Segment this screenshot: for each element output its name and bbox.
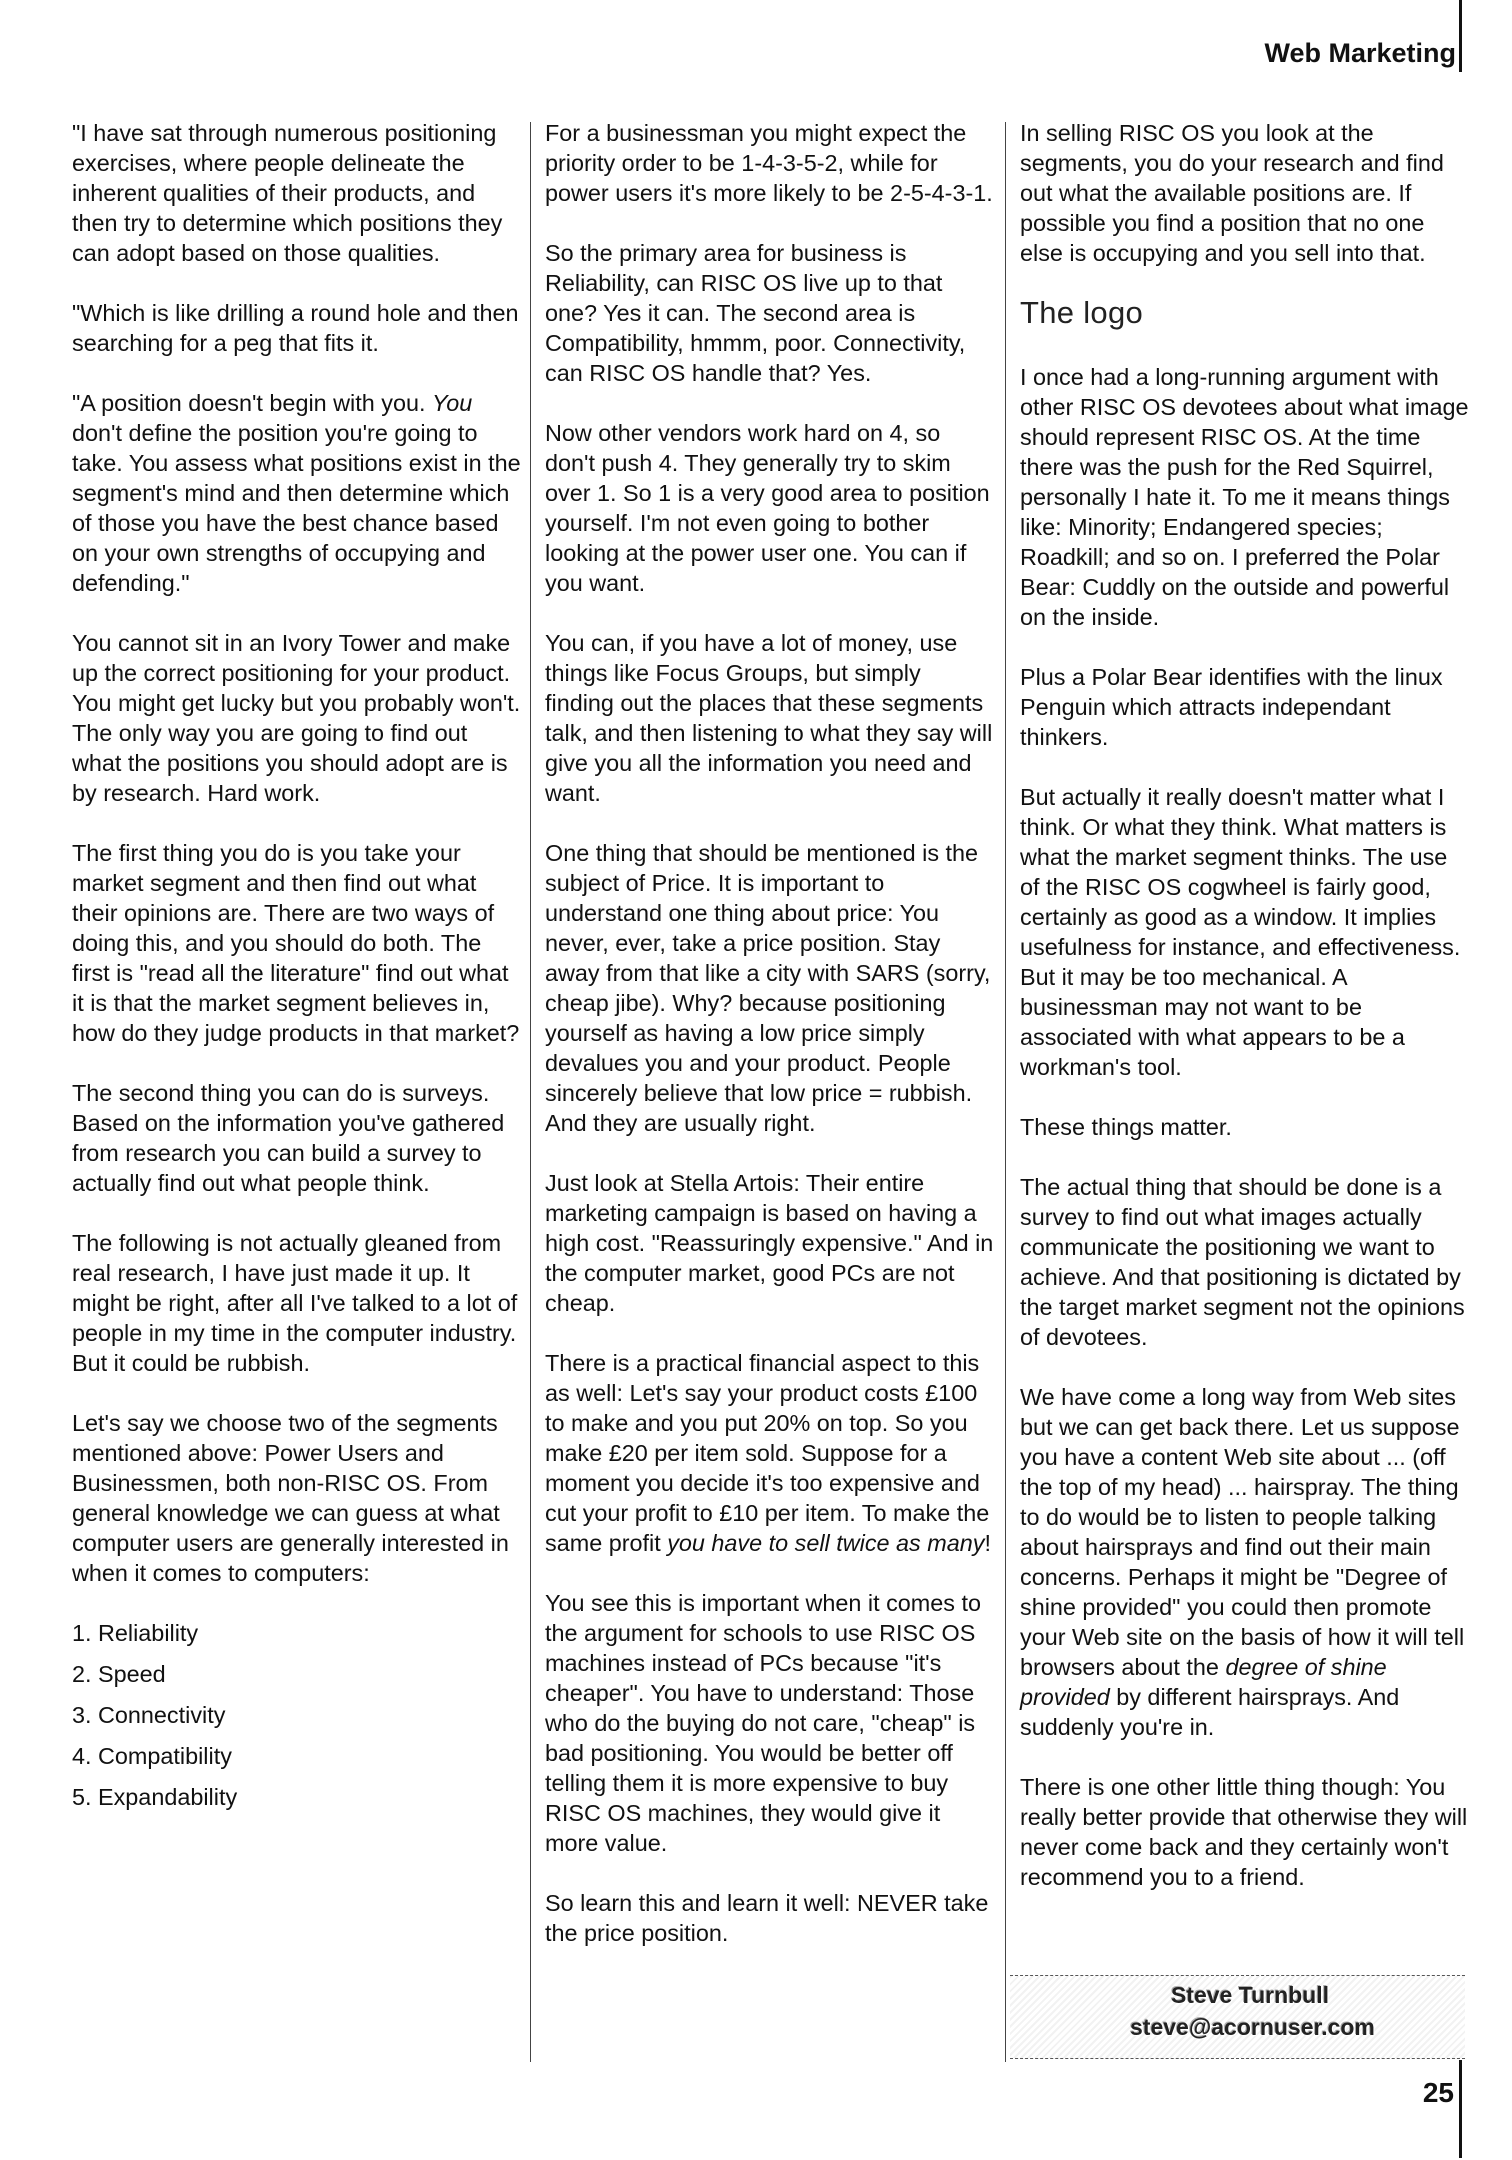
paragraph: "Which is like drilling a round hole and then searching for a peg that fits it.	[72, 300, 519, 356]
column-2	[545, 118, 995, 1978]
author-name: Steve Turnbull	[1170, 1982, 1330, 2008]
paragraph: But actually it really doesn't matter what I think. Or what they think. What matters is what the market segment thinks. The use of the RISC OS cogwheel is fairly good, certainly as good as a window. It implies usefulness for instance, and effectiveness. But it may be too mechanical. A businessman may not want to be associated with what appears to be a workman's tool.	[1020, 784, 1461, 1080]
paragraph: You see this is important when it comes to the argument for schools to use RISC OS machines instead of PCs because "it's cheaper". You have to understand: Those who do the buying do not care, "cheap" is bad positioning. You would be better off telling them it is more expensive to buy RISC OS machines, they would give it more value.	[545, 1590, 981, 1856]
section-header: Web Marketing	[1264, 38, 1456, 68]
paragraph: The second thing you can do is surveys. Based on the information you've gathered from research you can build a survey to actually find out what people think.	[72, 1080, 505, 1196]
list-item: 4. Compatibility	[72, 1743, 232, 1769]
paragraph: Now other vendors work hard on 4, so don't push 4. They generally try to skim over 1. So 1 is a very good area to position yourself. I'm not even going to bother looking at the power user one. You can if you want.	[545, 420, 990, 596]
list-item: 3. Connectivity	[72, 1702, 226, 1728]
column-divider-1	[530, 122, 531, 2062]
header-rule	[1459, 0, 1462, 72]
paragraph: The first thing you do is you take your market segment and then find out what their opinions are. There are two ways of doing this, and you should do both. The first is "read all the literature" find out what it is that the market segment believes in, how do they judge products in that market?	[72, 840, 520, 1046]
paragraph: So learn this and learn it well: NEVER take the price position.	[545, 1890, 989, 1946]
paragraph: You cannot sit in an Ivory Tower and make up the correct positioning for your product. You might get lucky but you probably won't. The only way you are going to find out what the positions you should adopt are is by research. Hard work.	[72, 630, 521, 806]
paragraph: We have come a long way from Web sites but we can get back there. Let us suppose you have a content Web site about ... (off the top of my head) ... hairspray. The thing to do would be to listen to people talking about hairsprays and find out their main concerns. Perhaps it might be "Degree of shine provided" you could then promote your Web site on the basis of how it will tell browsers about the degree of shine provided by different hairsprays. And suddenly you're in.	[1020, 1384, 1465, 1740]
paragraph: "A position doesn't begin with you. You don't define the position you're going to take. You assess what positions exist in the segment's mind and then determine which of those you have the best chance based on your own strengths of occupying and defending."	[72, 390, 521, 596]
paragraph: One thing that should be mentioned is the subject of Price. It is important to understand one thing about price: You never, ever, take a price position. Stay away from that like a city with SARS (sorry, cheap jibe). Why? because positioning yourself as having a low price simply devalues you and your product. People sincerely believe that low price = rubbish. And they are usually right.	[545, 840, 991, 1136]
paragraph: There is a practical financial aspect to this as well: Let's say your product costs £100 to make and you put 20% on top. So you make £20 per item sold. Suppose for a moment you decide it's too expensive and cut your profit to £10 per item. To make the same profit you have to sell twice as many!	[545, 1350, 991, 1556]
paragraph: So the primary area for business is Reliability, can RISC OS live up to that one? Yes it can. The second area is Compatibility, hmmm, poor. Connectivity, can RISC OS handle that? Yes.	[545, 240, 966, 386]
paragraph: There is one other little thing though: You really better provide that otherwise they will never come back and they certainly won't recommend you to a friend.	[1020, 1774, 1468, 1890]
paragraph: In selling RISC OS you look at the segments, you do your research and find out what the available positions are. If possible you find a position that no one else is occupying and you sell into that.	[1020, 120, 1444, 266]
paragraph: These things matter.	[1020, 1114, 1232, 1140]
list-item: 5. Expandability	[72, 1784, 238, 1810]
list-item: 2. Speed	[72, 1661, 166, 1687]
paragraph: For a businessman you might expect the priority order to be 1-4-3-5-2, while for power users it's more likely to be 2-5-4-3-1.	[545, 120, 993, 206]
paragraph: You can, if you have a lot of money, use things like Focus Groups, but simply finding out the places that these segments talk, and then listening to what they say will give you all the information you need and want.	[545, 630, 993, 806]
author-signature-box	[1010, 1975, 1465, 2059]
column-divider-2	[1005, 122, 1006, 2062]
paragraph: "I have sat through numerous positioning exercises, where people delineate the inherent qualities of their products, and then try to determine which positions they can adopt based on those qualities.	[72, 120, 503, 266]
paragraph: Let's say we choose two of the segments mentioned above: Power Users and Businessmen, both non-RISC OS. From general knowledge we can guess at what computer users are generally interested in when it comes to computers:	[72, 1410, 509, 1586]
priority-list	[72, 1618, 522, 1812]
page-number: 25	[1422, 2077, 1454, 2108]
section-heading-logo: The logo	[1020, 295, 1144, 330]
paragraph: I once had a long-running argument with other RISC OS devotees about what image should represent RISC OS. At the time there was the push for the Red Squirrel, personally I hate it. To me it means things like: Minority; Endangered species; Roadkill; and so on. I preferred the Polar Bear: Cuddly on the outside and powerful on the inside.	[1020, 364, 1469, 630]
author-email[interactable]: steve@acornuser.com	[1130, 2014, 1375, 2040]
paragraph: The actual thing that should be done is a survey to find out what images actually communicate the positioning we want to achieve. And that positioning is dictated by the target market segment not the opinions of devotees.	[1020, 1174, 1465, 1350]
page-number-rule	[1459, 2060, 1462, 2158]
column-1	[72, 118, 522, 1823]
list-item: 1. Reliability	[72, 1620, 199, 1646]
paragraph: Just look at Stella Artois: Their entire marketing campaign is based on having a high cost. "Reassuringly expensive." And in the computer market, good PCs are not cheap.	[545, 1170, 994, 1316]
paragraph: The following is not actually gleaned from real research, I have just made it up. It might be right, after all I've talked to a lot of people in my time in the computer industry. But it could be rubbish.	[72, 1230, 518, 1376]
column-3	[1020, 118, 1470, 1922]
paragraph: Plus a Polar Bear identifies with the linux Penguin which attracts independant thinkers.	[1020, 664, 1443, 750]
